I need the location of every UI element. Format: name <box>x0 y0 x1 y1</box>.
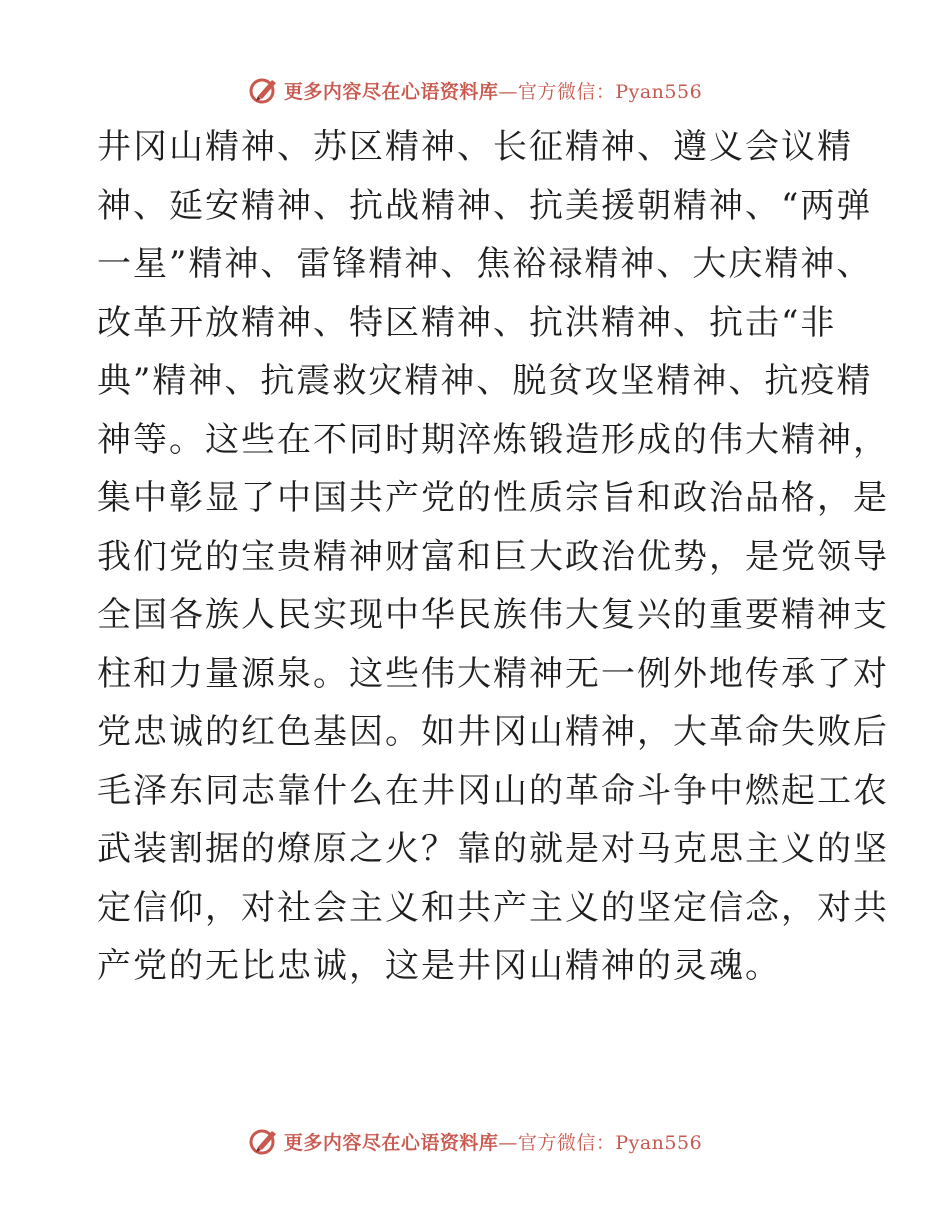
paragraph-line: 神、延安精神、抗战精神、抗美援朝精神、“两弹 <box>97 185 873 226</box>
pen-logo-icon <box>248 74 280 106</box>
paragraph-line: 产党的无比忠诚，这是井冈山精神的灵魂。 <box>97 946 781 986</box>
footer-banner-title: 更多内容尽在心语资料库 <box>283 1131 499 1154</box>
header-banner-title: 更多内容尽在心语资料库 <box>283 80 499 103</box>
paragraph-line: 集中彰显了中国共产党的性质宗旨和政治品格，是 <box>97 478 889 518</box>
paragraph-line: 我们党的宝贵精神财富和巨大政治优势，是党领导 <box>97 536 889 577</box>
paragraph-line: 毛泽东同志靠什么在井冈山的革命斗争中燃起工农 <box>97 770 889 811</box>
paragraph-line: 武装割据的燎原之火？靠的就是对马克思主义的坚 <box>97 829 889 869</box>
header-banner <box>0 73 950 107</box>
main-paragraph <box>97 118 889 996</box>
paragraph-line: 全国各族人民实现中华民族伟大复兴的重要精神支 <box>97 595 889 635</box>
footer-banner <box>0 1124 950 1158</box>
paragraph-line: 神等。这些在不同时期淬炼锻造形成的伟大精神， <box>97 419 889 460</box>
paragraph-line: 柱和力量源泉。这些伟大精神无一例外地传承了对 <box>97 653 889 694</box>
paragraph-line: 井冈山精神、苏区精神、长征精神、遵义会议精 <box>97 127 853 167</box>
footer-banner-wechat: —官方微信：Pyan556 <box>498 1131 703 1154</box>
paragraph-line: 党忠诚的红色基因。如井冈山精神，大革命失败后 <box>97 712 889 752</box>
header-banner-wechat: —官方微信：Pyan556 <box>498 80 703 103</box>
paragraph-line: 定信仰，对社会主义和共产主义的坚定信念，对共 <box>97 887 889 928</box>
paragraph-line: 改革开放精神、特区精神、抗洪精神、抗击“非 <box>97 302 837 343</box>
paragraph-line: 一星”精神、雷锋精神、焦裕禄精神、大庆精神、 <box>97 244 873 284</box>
paragraph-line: 典”精神、抗震救灾精神、脱贫攻坚精神、抗疫精 <box>97 361 873 401</box>
pen-logo-icon <box>248 1125 280 1157</box>
